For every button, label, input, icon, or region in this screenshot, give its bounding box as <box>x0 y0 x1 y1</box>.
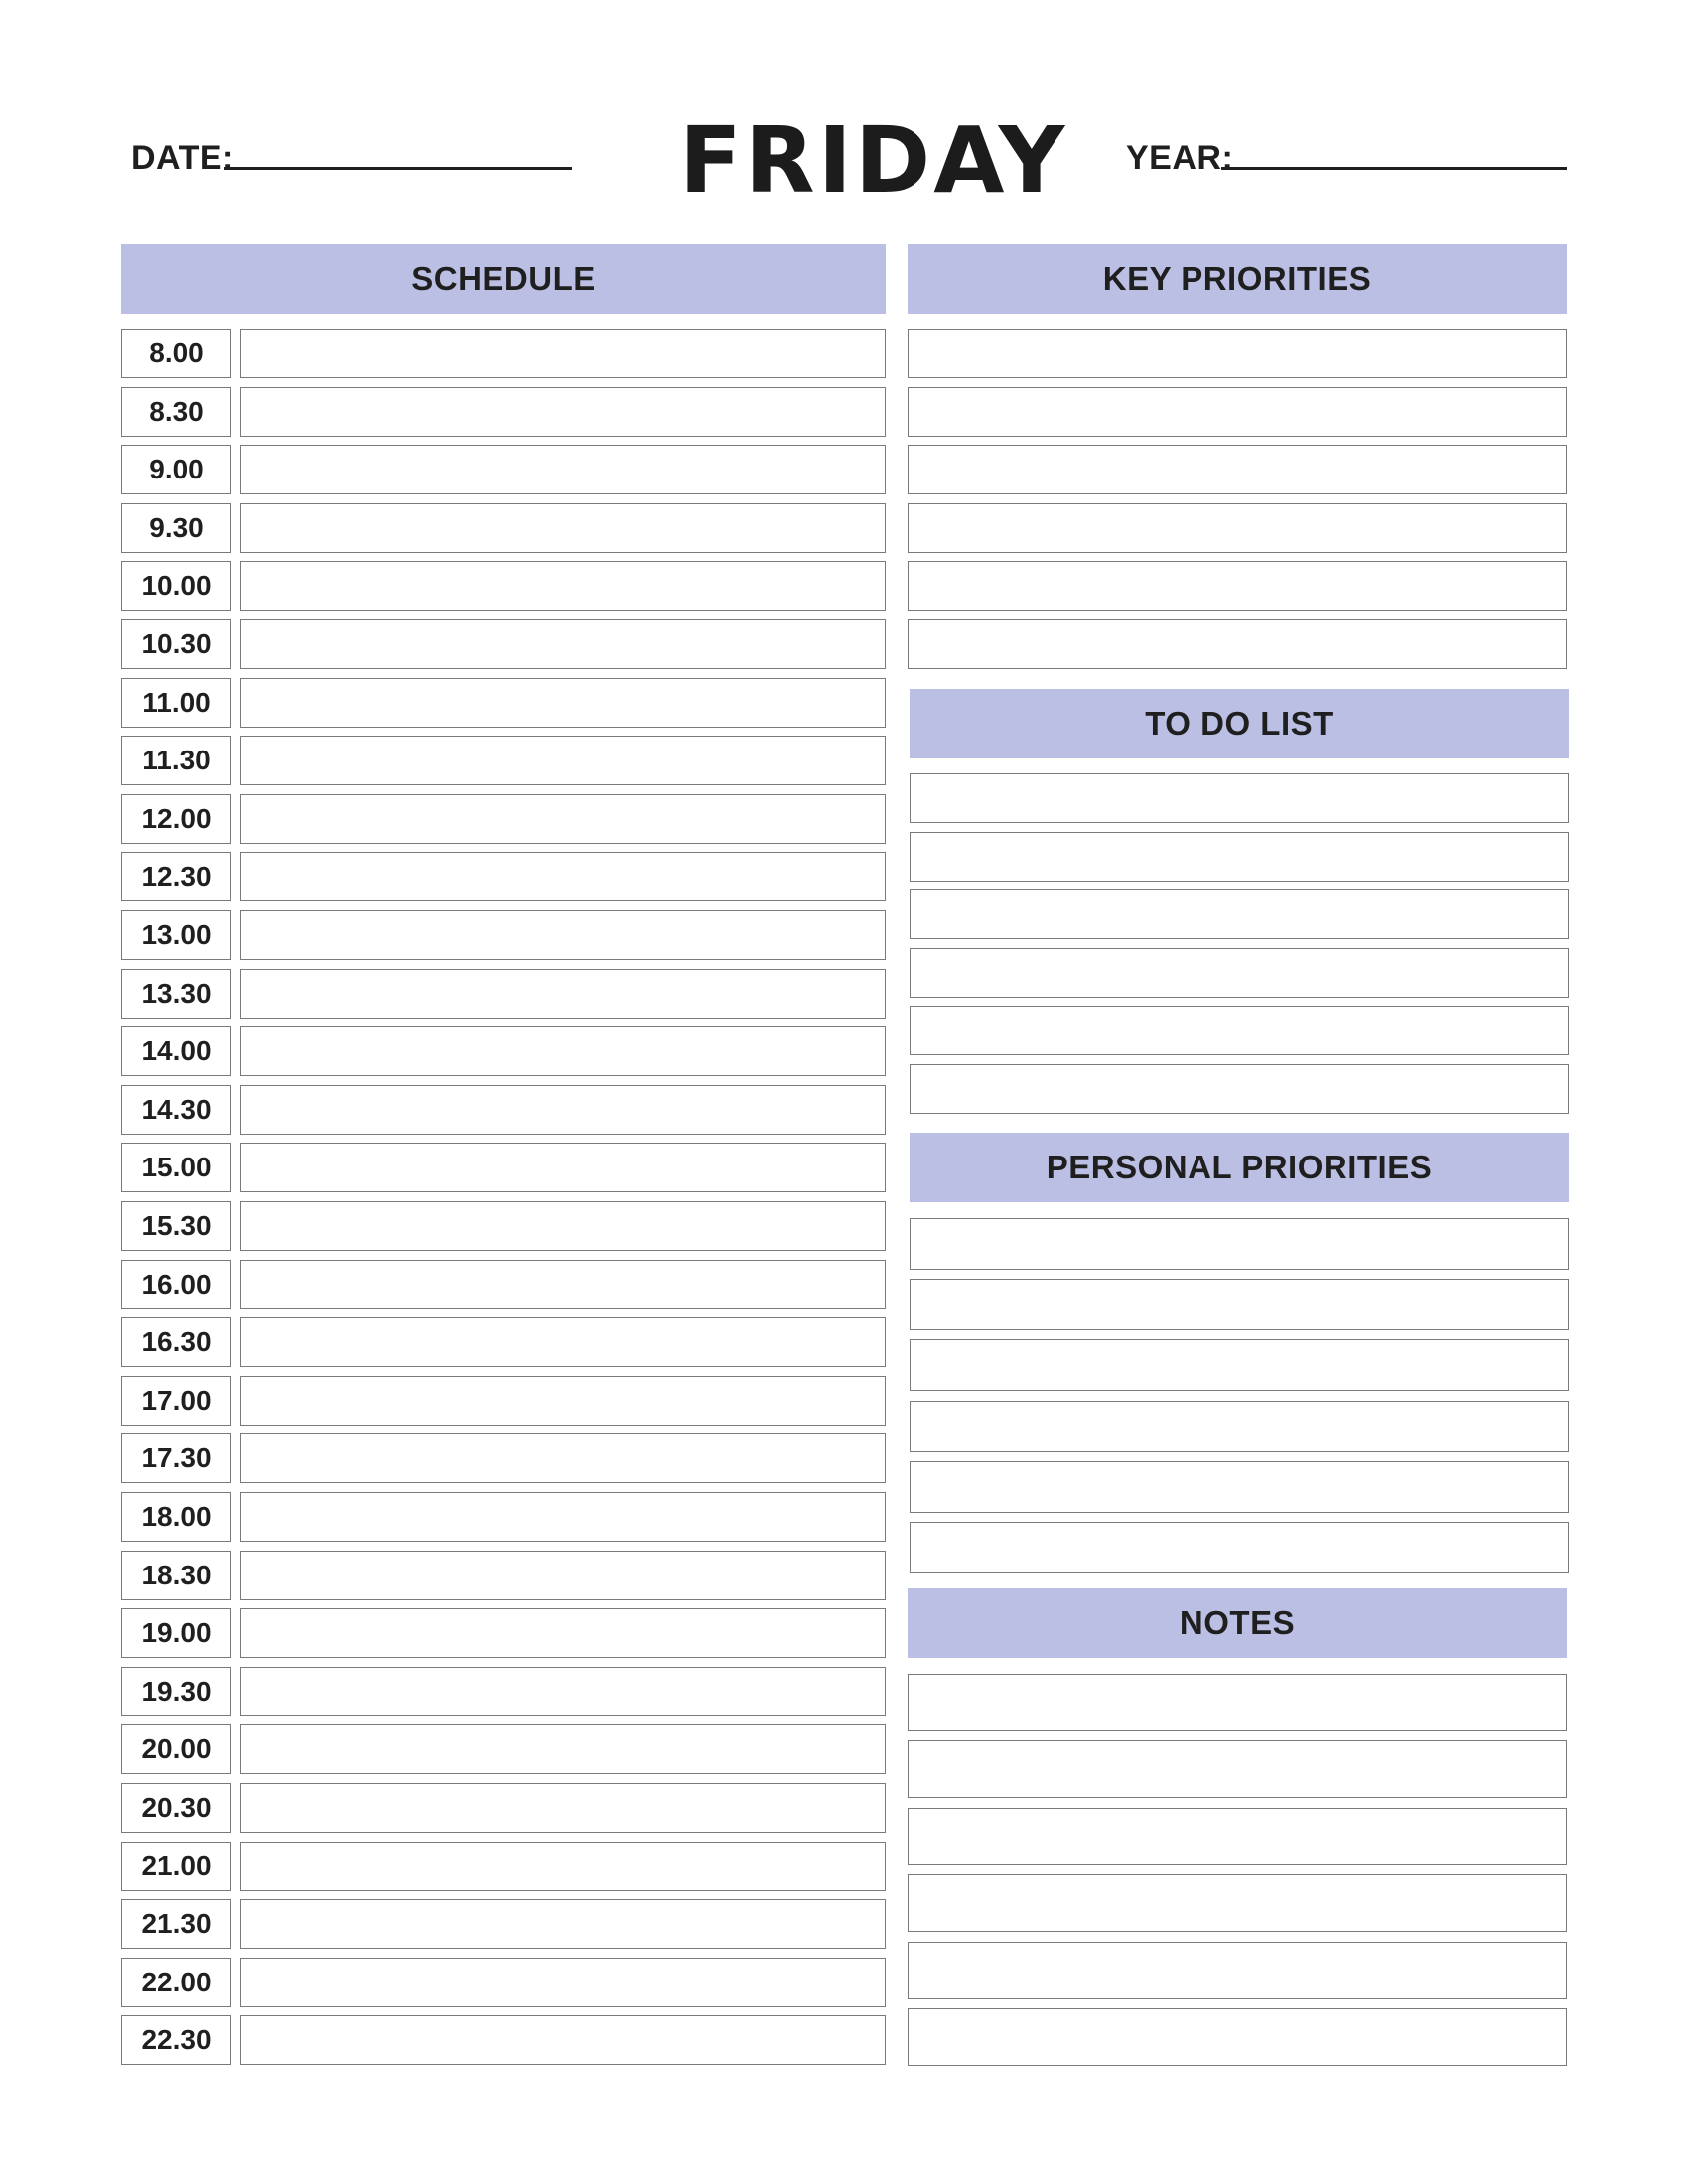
schedule-time-label: 8.00 <box>121 329 231 378</box>
schedule-entry-field[interactable] <box>240 1143 886 1192</box>
schedule-time-label: 21.30 <box>121 1899 231 1949</box>
todo-item-field[interactable] <box>910 773 1569 823</box>
schedule-entry-field[interactable] <box>240 561 886 611</box>
schedule-time-label: 13.30 <box>121 969 231 1019</box>
notes-field[interactable] <box>908 1874 1567 1932</box>
schedule-entry-field[interactable] <box>240 1492 886 1542</box>
schedule-entry-field[interactable] <box>240 736 886 785</box>
key-priority-field[interactable] <box>908 329 1567 378</box>
schedule-time-label: 12.30 <box>121 852 231 901</box>
todo-item-field[interactable] <box>910 1006 1569 1055</box>
personal-priority-field[interactable] <box>910 1522 1569 1573</box>
schedule-entry-field[interactable] <box>240 969 886 1019</box>
schedule-time-label: 13.00 <box>121 910 231 960</box>
schedule-entry-field[interactable] <box>240 1958 886 2007</box>
schedule-time-label: 21.00 <box>121 1842 231 1891</box>
schedule-entry-field[interactable] <box>240 1608 886 1658</box>
schedule-entry-field[interactable] <box>240 852 886 901</box>
key-priorities-header: KEY PRIORITIES <box>908 244 1567 314</box>
date-line[interactable] <box>224 167 572 170</box>
schedule-time-label: 17.30 <box>121 1433 231 1483</box>
schedule-entry-field[interactable] <box>240 1376 886 1426</box>
year-line[interactable] <box>1221 167 1567 170</box>
schedule-time-label: 15.00 <box>121 1143 231 1192</box>
schedule-time-label: 18.30 <box>121 1551 231 1600</box>
schedule-entry-field[interactable] <box>240 1783 886 1833</box>
key-priority-field[interactable] <box>908 619 1567 669</box>
schedule-time-label: 22.00 <box>121 1958 231 2007</box>
schedule-entry-field[interactable] <box>240 1551 886 1600</box>
date-label: DATE: <box>131 139 234 177</box>
page-header <box>0 0 1688 238</box>
schedule-entry-field[interactable] <box>240 445 886 494</box>
schedule-time-label: 20.30 <box>121 1783 231 1833</box>
personal-priorities-header: PERSONAL PRIORITIES <box>910 1133 1569 1202</box>
schedule-entry-field[interactable] <box>240 1085 886 1135</box>
schedule-entry-field[interactable] <box>240 678 886 728</box>
todo-item-field[interactable] <box>910 1064 1569 1114</box>
schedule-time-label: 10.00 <box>121 561 231 611</box>
schedule-entry-field[interactable] <box>240 329 886 378</box>
personal-priority-field[interactable] <box>910 1279 1569 1330</box>
todo-list-header: TO DO LIST <box>910 689 1569 758</box>
personal-priority-field[interactable] <box>910 1339 1569 1391</box>
schedule-entry-field[interactable] <box>240 794 886 844</box>
schedule-entry-field[interactable] <box>240 1433 886 1483</box>
schedule-entry-field[interactable] <box>240 619 886 669</box>
personal-priority-field[interactable] <box>910 1401 1569 1452</box>
schedule-entry-field[interactable] <box>240 1201 886 1251</box>
schedule-time-label: 19.00 <box>121 1608 231 1658</box>
schedule-time-label: 17.00 <box>121 1376 231 1426</box>
schedule-entry-field[interactable] <box>240 1899 886 1949</box>
schedule-header: SCHEDULE <box>121 244 886 314</box>
schedule-time-label: 18.00 <box>121 1492 231 1542</box>
schedule-entry-field[interactable] <box>240 503 886 553</box>
schedule-entry-field[interactable] <box>240 1026 886 1076</box>
day-title: FRIDAY <box>679 107 1068 213</box>
schedule-time-label: 10.30 <box>121 619 231 669</box>
schedule-time-label: 14.30 <box>121 1085 231 1135</box>
schedule-time-label: 14.00 <box>121 1026 231 1076</box>
schedule-time-label: 16.00 <box>121 1260 231 1309</box>
schedule-entry-field[interactable] <box>240 1667 886 1716</box>
schedule-time-label: 20.00 <box>121 1724 231 1774</box>
todo-item-field[interactable] <box>910 948 1569 998</box>
notes-header: NOTES <box>908 1588 1567 1658</box>
key-priority-field[interactable] <box>908 387 1567 437</box>
notes-field[interactable] <box>908 1808 1567 1865</box>
personal-priority-field[interactable] <box>910 1461 1569 1513</box>
schedule-entry-field[interactable] <box>240 1260 886 1309</box>
schedule-entry-field[interactable] <box>240 1317 886 1367</box>
schedule-entry-field[interactable] <box>240 910 886 960</box>
schedule-entry-field[interactable] <box>240 1724 886 1774</box>
schedule-time-label: 16.30 <box>121 1317 231 1367</box>
notes-field[interactable] <box>908 2008 1567 2066</box>
notes-field[interactable] <box>908 1942 1567 1999</box>
schedule-time-label: 11.30 <box>121 736 231 785</box>
schedule-entry-field[interactable] <box>240 1842 886 1891</box>
key-priority-field[interactable] <box>908 503 1567 553</box>
schedule-time-label: 22.30 <box>121 2015 231 2065</box>
key-priority-field[interactable] <box>908 445 1567 494</box>
key-priority-field[interactable] <box>908 561 1567 611</box>
schedule-time-label: 19.30 <box>121 1667 231 1716</box>
schedule-time-label: 8.30 <box>121 387 231 437</box>
notes-field[interactable] <box>908 1674 1567 1731</box>
schedule-entry-field[interactable] <box>240 2015 886 2065</box>
notes-field[interactable] <box>908 1740 1567 1798</box>
personal-priority-field[interactable] <box>910 1218 1569 1270</box>
schedule-entry-field[interactable] <box>240 387 886 437</box>
todo-item-field[interactable] <box>910 889 1569 939</box>
schedule-time-label: 11.00 <box>121 678 231 728</box>
year-label: YEAR: <box>1126 139 1234 177</box>
schedule-time-label: 15.30 <box>121 1201 231 1251</box>
todo-item-field[interactable] <box>910 832 1569 882</box>
schedule-time-label: 9.00 <box>121 445 231 494</box>
schedule-time-label: 9.30 <box>121 503 231 553</box>
schedule-time-label: 12.00 <box>121 794 231 844</box>
